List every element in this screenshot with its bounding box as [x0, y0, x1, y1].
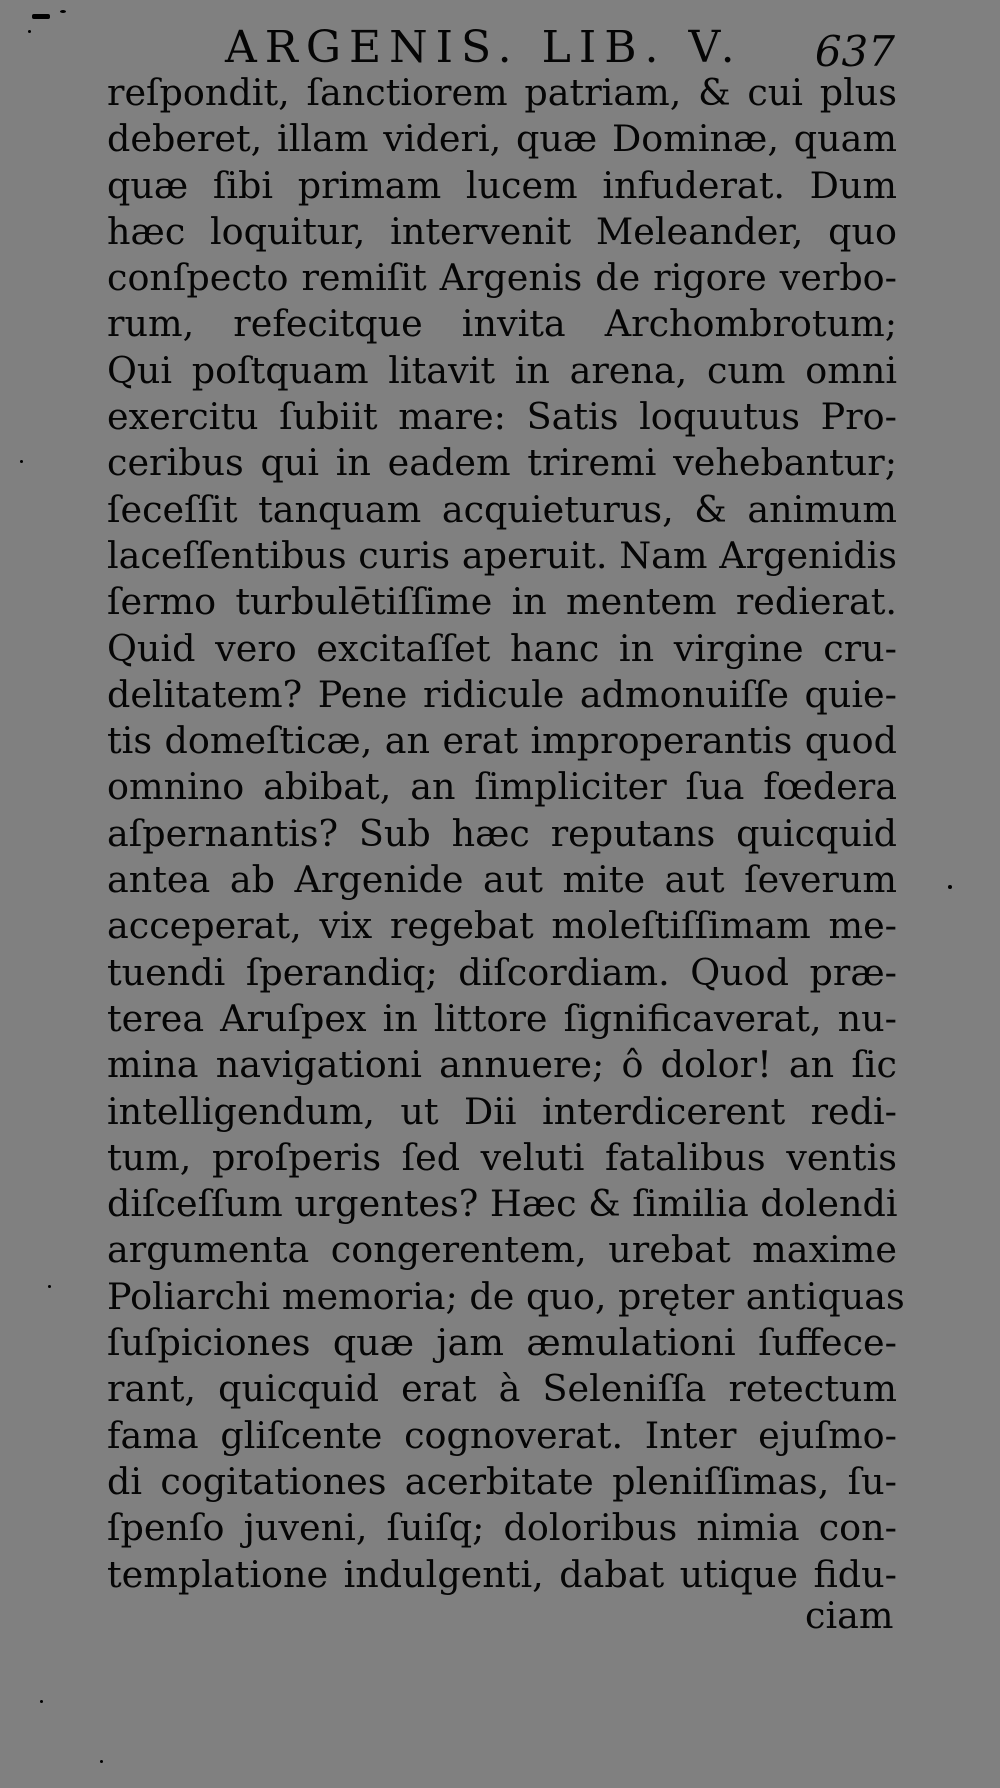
text-line: ſuſpiciones quæ jam æmulationi ſuffece- [107, 1321, 897, 1365]
text-line: laceſſentibus curis aperuit. Nam Argenidis [107, 533, 897, 577]
text-line: ſpenſo juveni, ſuiſq; doloribus nimia con- [107, 1506, 897, 1550]
text-line: diſceſſum urgentes? Hæc & ſimilia dolendi [107, 1182, 898, 1226]
text-line: tum, proſperis ſed veluti fatalibus ventis [107, 1135, 897, 1179]
text-line: terea Aruſpex in littore ſignificaverat, nu- [107, 996, 897, 1040]
catchword: ciam [805, 1594, 894, 1637]
text-line: deberet, illam videri, quæ Dominæ, quam [107, 117, 897, 161]
text-line: Quid vero excitaſſet hanc in virgine cru- [107, 626, 897, 670]
text-line: fama gliſcente cognoverat. Inter ejuſmo- [107, 1413, 897, 1457]
body-text [107, 70, 905, 1598]
text-line: intelligendum, ut Dii interdicerent redi- [107, 1089, 897, 1133]
text-line: ſermo turbulētiſſime in mentem redierat. [107, 580, 897, 624]
text-line: acceperat, vix regebat moleſtiſſimam me- [107, 904, 897, 948]
text-line: di cogitationes acerbitate pleniſſimas, ſu- [107, 1459, 897, 1503]
page-header [105, 18, 895, 78]
text-line: mina navigationi annuere; ô dolor! an ſic [107, 1043, 897, 1087]
text-line: antea ab Argenide aut mite aut ſeverum [107, 858, 897, 902]
text-line: argumenta congerentem, urebat maxime [107, 1228, 897, 1272]
text-line: ceribus qui in eadem triremi vehebantur; [107, 441, 897, 485]
text-line: hæc loquitur, intervenit Meleander, quo [107, 209, 897, 253]
text-line: omnino abibat, an ſimpliciter ſua fœdera [107, 765, 897, 809]
text-line: conſpecto remiſit Argenis de rigore verbo- [107, 256, 897, 300]
text-line: Poliarchi memoria; de quo, pręter antiquas [107, 1274, 905, 1318]
running-title: ARGENIS. LIB. V. [225, 22, 743, 73]
text-line: rant, quicquid erat à Seleniſſa retectum [107, 1367, 897, 1411]
page-number: 637 [814, 27, 895, 76]
text-line: quæ ſibi primam lucem infuderat. Dum [107, 163, 897, 207]
text-line: tis domeſticæ, an erat improperantis quod [107, 719, 897, 763]
text-line: templatione indulgenti, dabat utique fidu- [107, 1552, 897, 1596]
text-line: ſeceſſit tanquam acquieturus, & animum [107, 487, 897, 531]
text-line: exercitu ſubiit mare: Satis loquutus Pro- [107, 395, 897, 439]
text-line: rum, refecitque invita Archombrotum; [107, 302, 897, 346]
text-line: aſpernantis? Sub hæc reputans quicquid [107, 811, 897, 855]
text-line: tuendi ſperandiq; diſcordiam. Quod præ- [107, 950, 897, 994]
text-line: delitatem? Pene ridicule admonuiſſe quie- [107, 672, 897, 716]
text-line: reſpondit, ſanctiorem patriam, & cui plus [107, 71, 897, 114]
text-line: Qui poſtquam litavit in arena, cum omni [107, 348, 897, 392]
